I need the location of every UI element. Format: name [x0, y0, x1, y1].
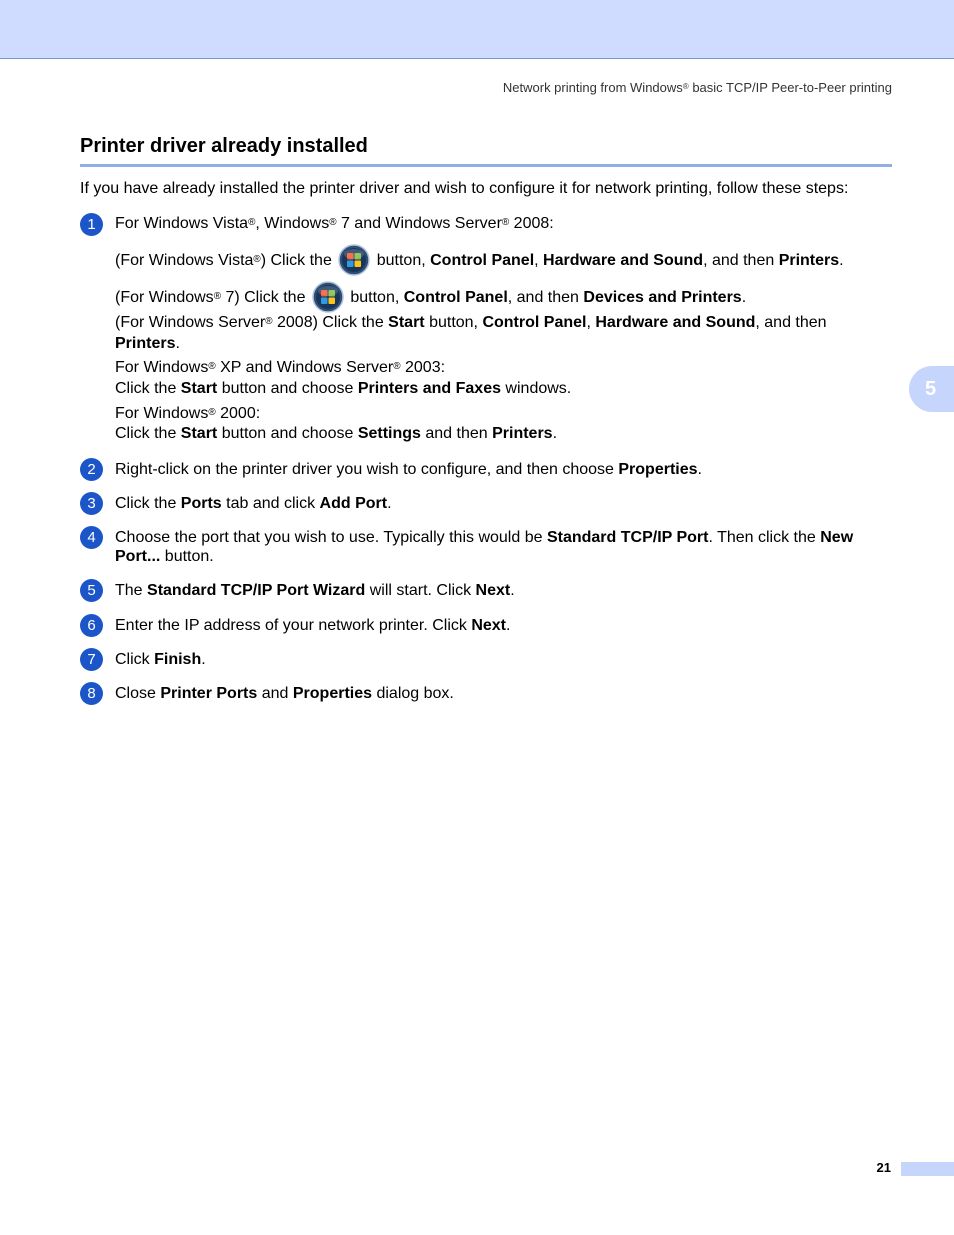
step-1-xp-line: Click the Start button and choose Printers and Faxes windows.	[115, 380, 572, 397]
step-3-text: Click the Ports tab and click Add Port.	[115, 495, 392, 512]
step-5-text: The Standard TCP/IP Port Wizard will start. Click Next.	[115, 582, 515, 599]
windows-start-icon	[312, 281, 344, 313]
step-7-number: 7	[80, 648, 103, 671]
step-1-server2008-line-cont: Printers.	[115, 335, 180, 352]
step-1-number: 1	[80, 213, 103, 236]
header-band	[0, 0, 954, 59]
page-number: 21	[876, 1160, 891, 1175]
step-1-win7-line: (For Windows® 7) Click the button, Control Panel, and then Devices and Printers.	[115, 288, 746, 308]
step-5-number: 5	[80, 579, 103, 602]
step-6-text: Enter the IP address of your network printer. Click Next.	[115, 617, 511, 634]
step-4-number: 4	[80, 526, 103, 549]
step-8-number: 8	[80, 682, 103, 705]
page-number-box	[901, 1162, 954, 1176]
section-title: Printer driver already installed	[80, 135, 892, 167]
running-header: Network printing from Windows® basic TCP/IP Peer-to-Peer printing	[502, 80, 892, 95]
step-6-number: 6	[80, 614, 103, 637]
step-4-text: Choose the port that you wish to use. Typically this would be Standard TCP/IP Port. Then click the New	[115, 529, 854, 546]
step-3-number: 3	[80, 492, 103, 515]
step-7-text: Click Finish.	[115, 651, 206, 668]
step-1-title: For Windows Vista®, Windows® 7 and Windows Server® 2008:	[115, 215, 554, 232]
step-1-w2000-line: Click the Start button and choose Settings and then Printers.	[115, 425, 558, 442]
chapter-tab: 5	[909, 366, 954, 412]
step-1-vista-line: (For Windows Vista®) Click the button, Control Panel, Hardware and Sound, and then Printers.	[115, 251, 844, 271]
step-8-text: Close Printer Ports and Properties dialog box.	[115, 685, 454, 702]
step-1-w2000-heading: For Windows® 2000:	[115, 405, 261, 422]
step-1-server2008-line: (For Windows Server® 2008) Click the Start button, Control Panel, Hardware and Sound, and then	[115, 314, 827, 331]
step-4-text-cont: Port... button.	[115, 548, 214, 565]
intro-paragraph: If you have already installed the printer driver and wish to configure it for network printing, follow these steps:	[80, 180, 849, 197]
windows-start-icon	[338, 244, 370, 276]
step-1-xp-heading: For Windows® XP and Windows Server® 2003:	[115, 359, 446, 376]
step-2-text: Right-click on the printer driver you wish to configure, and then choose Properties.	[115, 461, 702, 478]
step-2-number: 2	[80, 458, 103, 481]
